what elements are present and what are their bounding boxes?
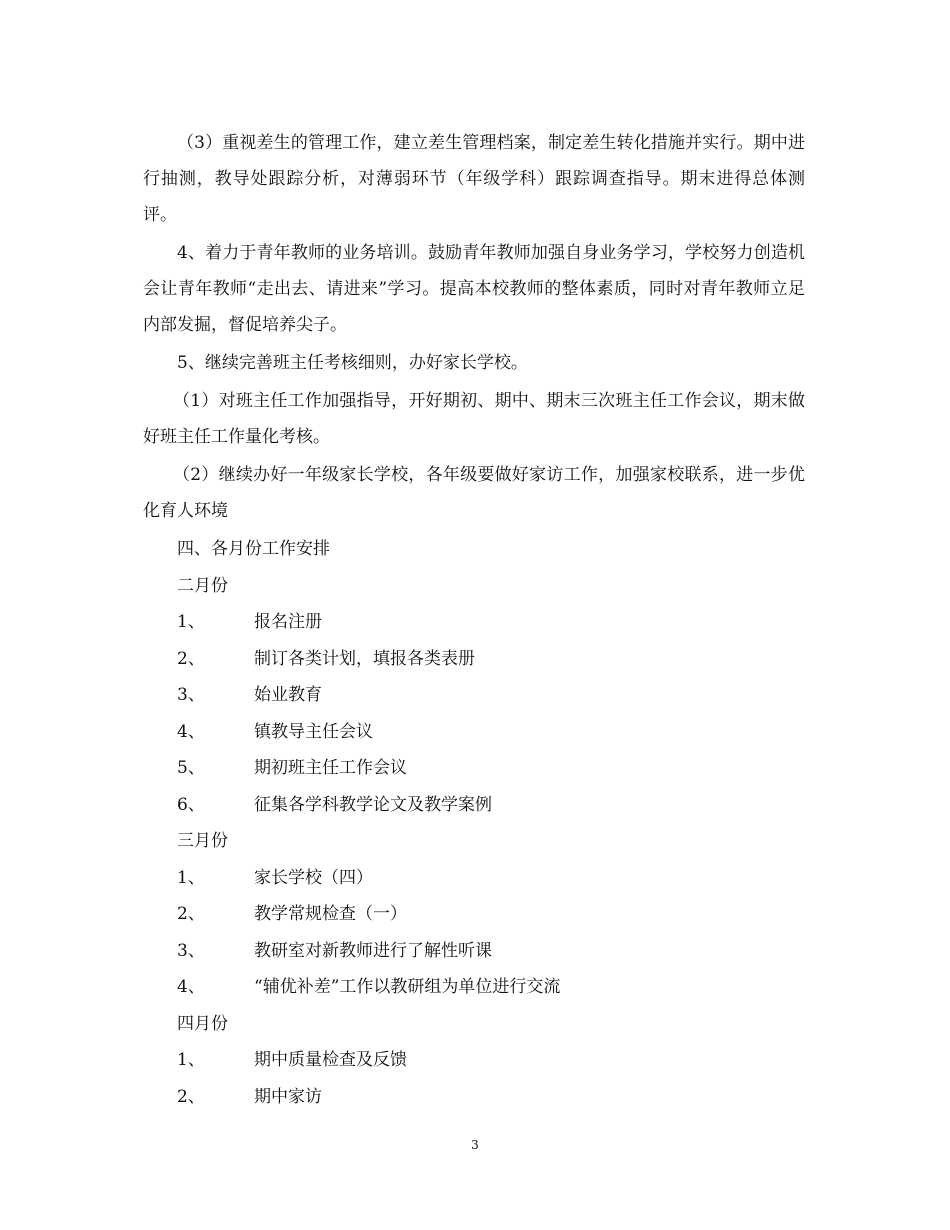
- list-item-number: 4、: [177, 721, 205, 742]
- document-body: [143, 125, 805, 1115]
- list-item-number: 1、: [177, 1050, 205, 1070]
- list-item: [143, 641, 805, 678]
- section-title: 四、各月份工作安排: [177, 539, 330, 559]
- list-item-text: 教研室对新教师进行了解性听课: [254, 940, 492, 961]
- list-item-text: 报名注册: [254, 612, 322, 632]
- list-item-text: 期中家访: [254, 1086, 322, 1107]
- list-item-number: 6、: [177, 794, 205, 815]
- list-item: [143, 1042, 805, 1079]
- list-item: [143, 604, 805, 641]
- page-number: 3: [471, 1138, 479, 1152]
- list-item-number: 2、: [177, 648, 205, 669]
- list-item-number: 1、: [177, 867, 205, 888]
- list-item: [143, 787, 805, 824]
- list-item-number: 3、: [177, 685, 205, 705]
- list-item: [143, 969, 805, 1006]
- month-heading-march: 三月份: [177, 831, 228, 851]
- list-item-number: 3、: [177, 940, 205, 961]
- list-item-text: 征集各学科教学论文及教学案例: [254, 794, 492, 815]
- month-heading-february: 二月份: [177, 575, 228, 596]
- list-item-number: 1、: [177, 612, 205, 632]
- list-item: [143, 1079, 805, 1116]
- paragraph-head-teacher-guidance: （1）对班主任工作加强指导，开好期初、期中、期末三次班主任工作会议，期末做好班主任工作量化考核。: [143, 391, 805, 447]
- list-item-number: 5、: [177, 758, 205, 778]
- list-item-number: 2、: [177, 1086, 205, 1107]
- list-item: [143, 933, 805, 970]
- list-item: [143, 714, 805, 751]
- list-item: [143, 750, 805, 787]
- paragraph-backward-students: （3）重视差生的管理工作，建立差生管理档案，制定差生转化措施并实行。期中进行抽测，教导处跟踪分析，对薄弱环节（年级学科）跟踪调查指导。期末进得总体测评。: [143, 133, 805, 225]
- list-item: [143, 896, 805, 933]
- list-item-text: 家长学校（四）: [254, 867, 373, 888]
- list-item: [143, 677, 805, 714]
- list-item-text: 制订各类计划，填报各类表册: [254, 648, 475, 669]
- list-item-text: 期中质量检查及反馈: [254, 1050, 407, 1070]
- list-item-text: 期初班主任工作会议: [254, 758, 407, 778]
- list-item: [143, 860, 805, 897]
- paragraph-young-teachers: 4、着力于青年教师的业务培训。鼓励青年教师加强自身业务学习，学校努力创造机会让青年教师“走出去、请进来”学习。提高本校教师的整体素质，同时对青年教师立足内部发掘，督促培养尖子。: [143, 243, 805, 335]
- list-item-number: 4、: [177, 977, 205, 997]
- list-item-text: 镇教导主任会议: [254, 721, 373, 742]
- list-item-text: 教学常规检查（一）: [254, 904, 407, 924]
- list-item-text: “辅优补差”工作以教研组为单位进行交流: [254, 977, 561, 997]
- paragraph-head-teacher-rules: 5、继续完善班主任考核细则，办好家长学校。: [177, 353, 528, 373]
- month-heading-april: 四月份: [177, 1013, 228, 1034]
- paragraph-parent-school: （2）继续办好一年级家长学校，各年级要做好家访工作，加强家校联系，进一步优化育人环境: [143, 465, 805, 521]
- list-item-number: 2、: [177, 904, 205, 924]
- list-item-text: 始业教育: [254, 685, 322, 705]
